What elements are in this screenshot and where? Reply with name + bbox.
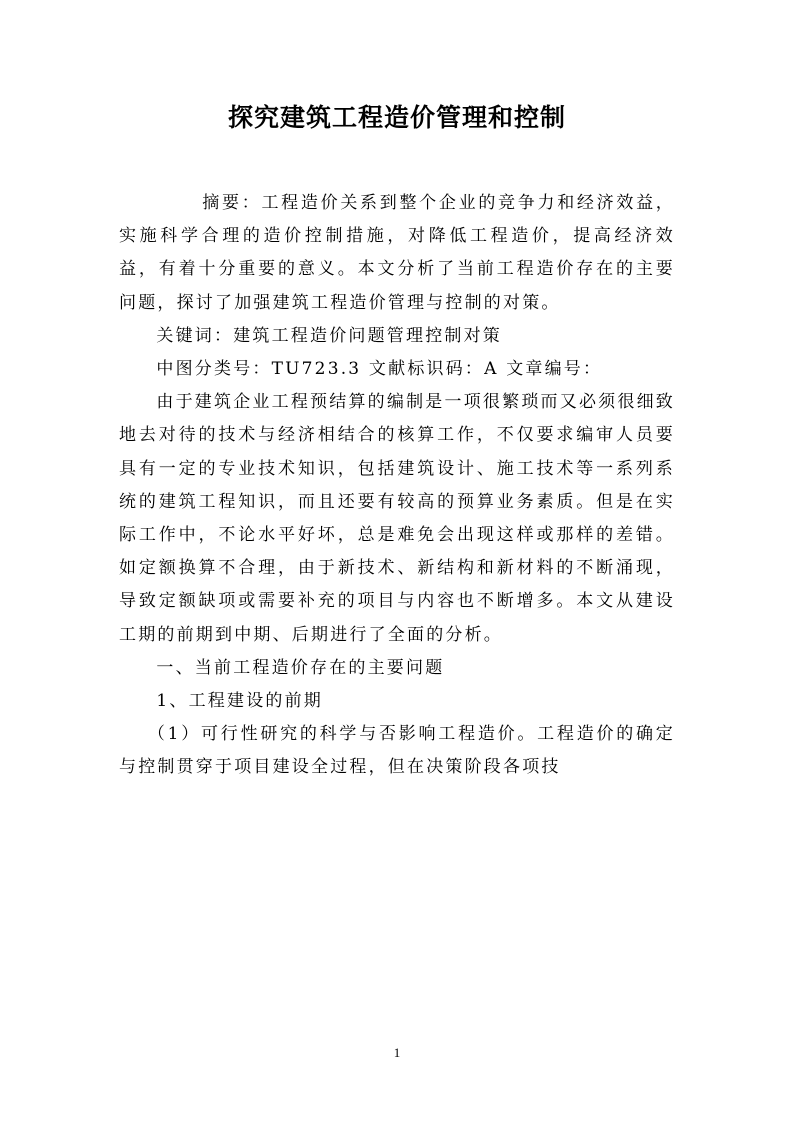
classification-line: 中图分类号：TU723.3 文献标识码：A 文章编号： (156, 359, 603, 380)
intro-paragraph: 由于建筑企业工程预结算的编制是一项很繁琐而又必须很细致地去对待的技术与经济相结合的核算工作，不仅要求编审人员要具有一定的专业技术知识，包括建筑设计、施工技术等一系列系统的建筑工程知识，而且还要有较高的预算业务素质。但是在实际工作中，不论水平好坏，总是难免会出现这样或那样的差错。如定额换算不合理，由于新技术、新结构和新材料的不断涌现，导致定额缺项或需要补充的项目与内容也不断增多。本文从建设工期的前期到中期、后期进行了全面的分析。 (119, 392, 675, 645)
section-heading: 一、当前工程造价存在的主要问题 (156, 657, 445, 678)
abstract-paragraph: 摘要：工程造价关系到整个企业的竞争力和经济效益，实施科学合理的造价控制措施，对降低工程造价，提高经济效益，有着十分重要的意义。本文分析了当前工程造价存在的主要问题，探讨了加强建筑工程造价管理与控制的对策。 (119, 193, 675, 313)
document-body (119, 187, 675, 785)
keywords-line: 关键词：建筑工程造价问题管理控制对策 (156, 325, 502, 346)
point-paragraph: （1）可行性研究的科学与否影响工程造价。工程造价的确定与控制贯穿于项目建设全过程，但在决策阶段各项技 (119, 724, 675, 778)
subsection-heading: 1、工程建设的前期 (156, 691, 324, 712)
document-title: 探究建筑工程造价管理和控制 (227, 103, 566, 132)
page-number: 1 (393, 1045, 401, 1060)
